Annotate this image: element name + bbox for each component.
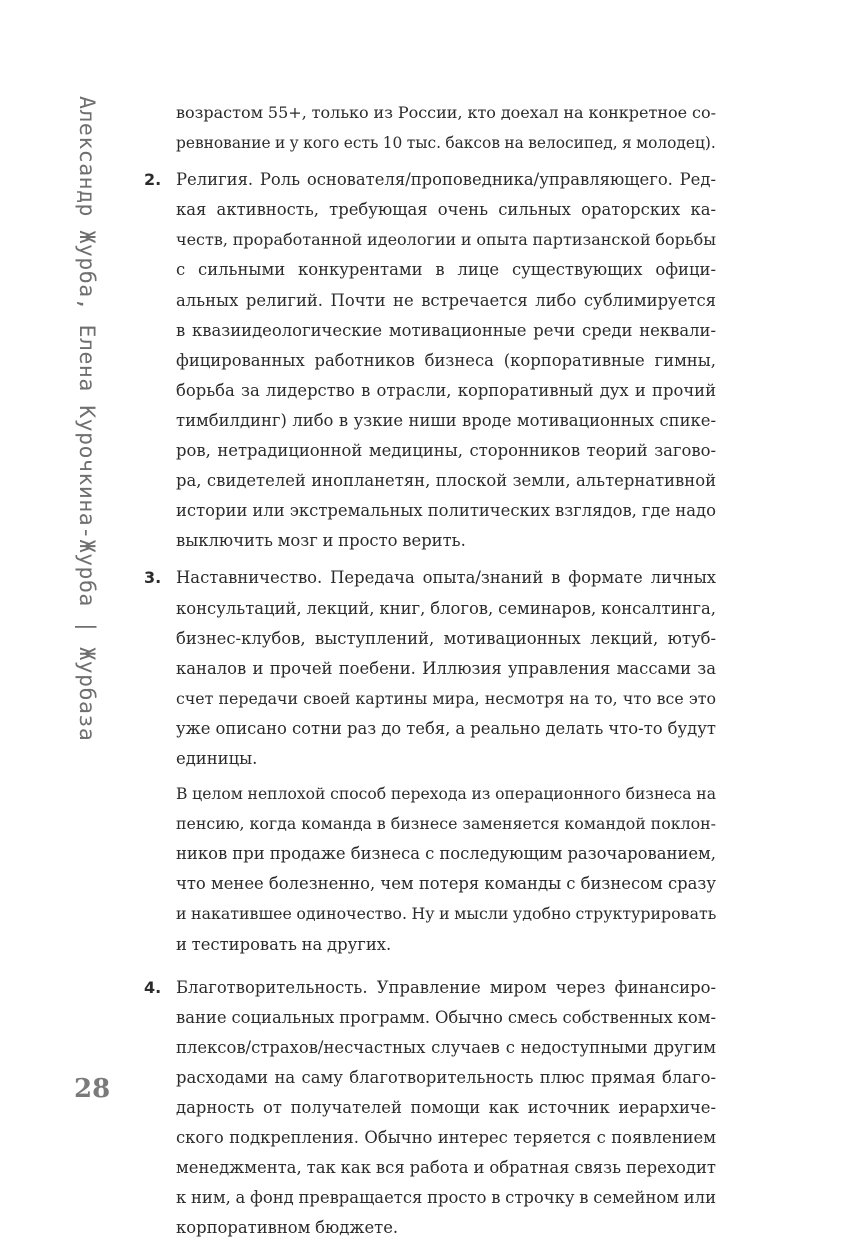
continuation-paragraph bbox=[176, 98, 716, 158]
text-line: вание социальных программ. Обычно смесь собственных ком- bbox=[176, 1007, 716, 1027]
text-line: В целом неплохой способ перехода из операционного бизнеса на bbox=[176, 785, 716, 804]
list-item-number: 3. bbox=[144, 568, 162, 588]
text-line: ревнование и у кого есть 10 тыс. баксов на велосипед, я молодец). bbox=[176, 134, 716, 153]
text-line: кая активность, требующая очень сильных ораторских ка- bbox=[176, 200, 716, 220]
text-line: что менее болезненно, чем потеря команды с бизнесом сразу bbox=[176, 874, 716, 894]
text-line: альных религий. Почти не встречается либо сублимируется bbox=[176, 290, 716, 310]
running-head: Александр Журба, Елена Курочкина-Журба | Журбаза bbox=[74, 96, 99, 742]
text-line: Благотворительность. Управление миром через финансиро- bbox=[176, 977, 716, 997]
text-line: бизнес-клубов, выступлений, мотивационных лекций, ютуб- bbox=[176, 628, 716, 648]
text-line: ников при продаже бизнеса с последующим разочарованием, bbox=[176, 844, 716, 864]
text-line: и тестировать на других. bbox=[176, 934, 392, 954]
text-line: счет передачи своей картины мира, несмотря на то, что все это bbox=[176, 688, 716, 708]
text-line: уже описано сотни раз до тебя, а реально делать что-то будут bbox=[176, 718, 716, 738]
text-line: ров, нетрадиционной медицины, сторонников теорий загово- bbox=[176, 441, 716, 461]
text-line: ского подкрепления. Обычно интерес теряется с появлением bbox=[176, 1128, 716, 1148]
text-line: в квазиидеологические мотивационные речи среди неквали- bbox=[176, 320, 716, 340]
body-text bbox=[144, 98, 717, 1243]
text-line: с сильными конкурентами в лице существующих офици- bbox=[176, 260, 716, 280]
text-line: возрастом 55+, только из России, кто доехал на конкретное со- bbox=[176, 103, 716, 122]
list-item-3 bbox=[144, 563, 717, 959]
text-line: корпоративном бюджете. bbox=[176, 1218, 399, 1238]
text-line: Наставничество. Передача опыта/знаний в формате личных bbox=[176, 568, 716, 588]
list-item-number: 2. bbox=[144, 170, 162, 190]
text-line: менеджмента, так как вся работа и обратная связь переходит bbox=[176, 1158, 716, 1178]
text-line: расходами на саму благотворительность плюс прямая благо- bbox=[176, 1067, 716, 1087]
text-line: плексов/страхов/несчастных случаев с недоступными другим bbox=[176, 1037, 716, 1057]
list-item-2 bbox=[144, 165, 716, 556]
text-line: дарность от получателей помощи как источник иерархиче- bbox=[176, 1098, 716, 1117]
text-line: ра, свидетелей инопланетян, плоской земли, альтернативной bbox=[176, 471, 716, 491]
text-line: пенсию, когда команда в бизнесе заменяется командой поклон- bbox=[176, 814, 716, 834]
text-line: выключить мозг и просто верить. bbox=[176, 531, 466, 551]
text-line: честв, проработанной идеологии и опыта партизанской борьбы bbox=[176, 230, 716, 250]
page-number: 28 bbox=[74, 1074, 111, 1104]
text-line: Религия. Роль основателя/проповедника/управляющего. Ред- bbox=[176, 170, 716, 190]
text-line: тимбилдинг) либо в узкие ниши вроде мотивационных спике- bbox=[176, 410, 716, 430]
list-item-number: 4. bbox=[144, 977, 162, 997]
text-line: фицированных работников бизнеса (корпоративные гимны, bbox=[176, 350, 716, 370]
text-line: к ним, а фонд превращается просто в строчку в семейном или bbox=[176, 1188, 716, 1208]
text-line: и накатившее одиночество. Ну и мысли удобно структурировать bbox=[176, 904, 717, 924]
text-line: консультаций, лекций, книг, блогов, семинаров, консалтинга, bbox=[176, 598, 716, 618]
text-line: истории или экстремальных политических взглядов, где надо bbox=[176, 501, 716, 521]
list-item-4 bbox=[144, 973, 716, 1243]
text-line: борьба за лидерство в отрасли, корпоративный дух и прочий bbox=[176, 380, 716, 400]
text-line: каналов и прочей поебени. Иллюзия управления массами за bbox=[176, 658, 716, 678]
text-line: единицы. bbox=[176, 748, 258, 768]
